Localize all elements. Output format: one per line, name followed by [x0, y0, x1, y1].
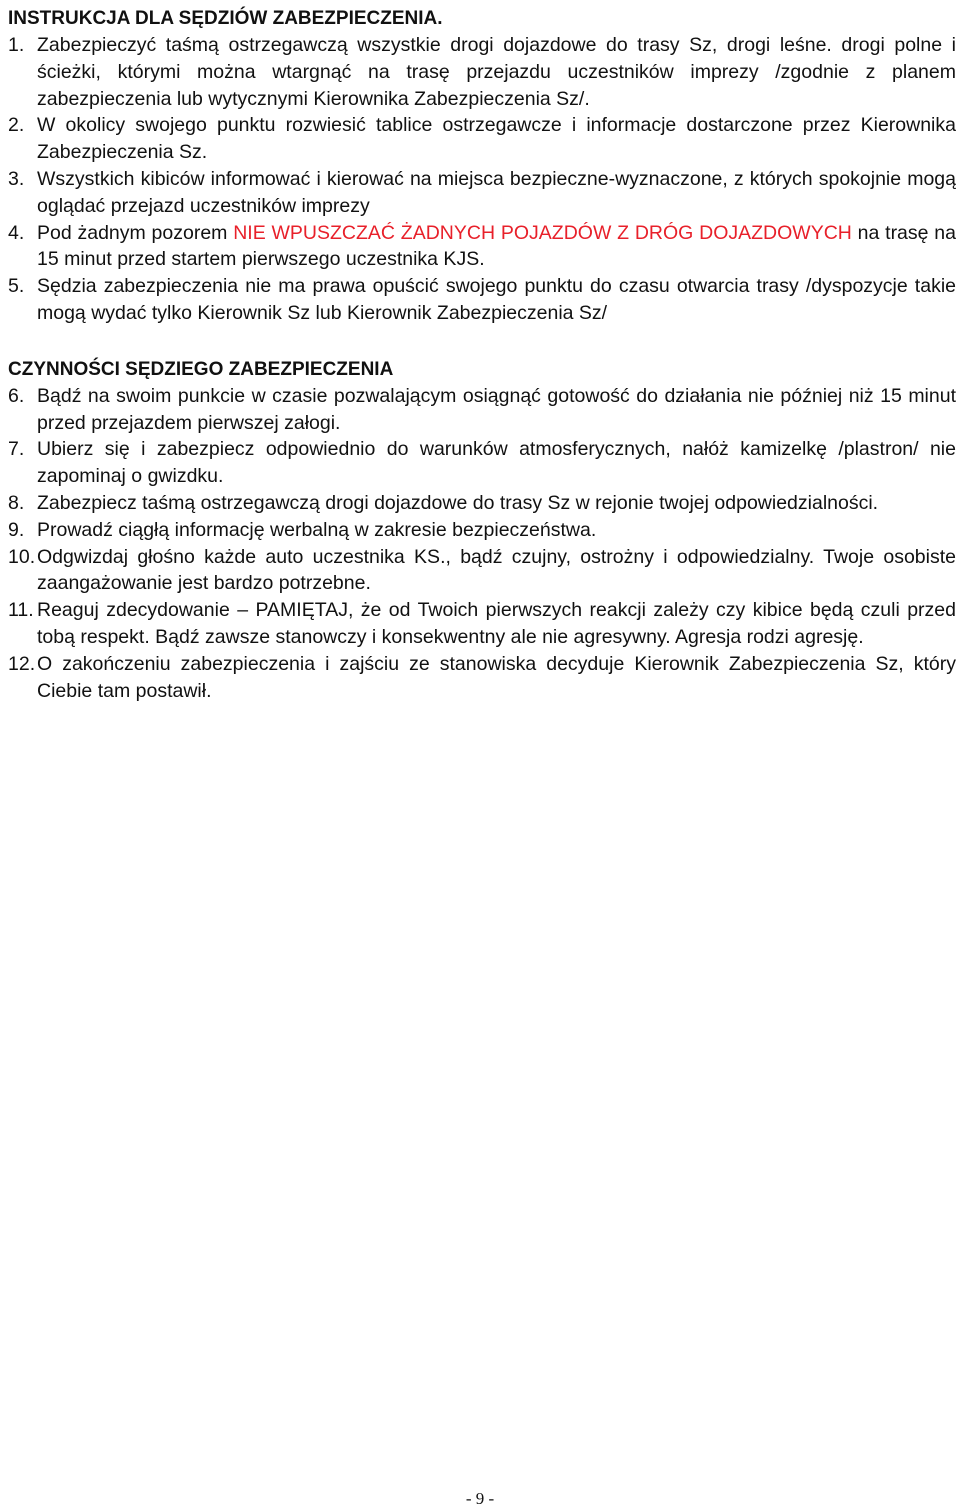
item-number: 12. [8, 652, 36, 675]
item-text-before: Pod żadnym pozorem [37, 221, 234, 244]
item-number: 4. [8, 221, 25, 244]
item-text: Reaguj zdecydowanie – PAMIĘTAJ, że od Twoich pierwszych reakcji zależy czy kibice będą czuli przed tobą respekt. Bądź zawsze stanowczy i konsekwentny ale nie agresywny. Agresja rodzi agresję. [37, 599, 956, 648]
item-number: 3. [8, 167, 25, 190]
instruction-list [8, 32, 956, 327]
list-item [8, 517, 956, 544]
item-text: O zakończeniu zabezpieczenia i zajściu ze stanowiska decyduje Kierownik Zabezpieczenia Sz, który Ciebie tam postawił. [37, 652, 956, 702]
list-item [8, 383, 956, 437]
list-item [8, 166, 956, 220]
item-text: Zabezpiecz taśmą ostrzegawczą drogi dojazdowe do trasy Sz w rejonie twojej odpowiedzialności. [37, 491, 879, 514]
item-number: 6. [8, 384, 25, 407]
list-item [8, 32, 956, 112]
item-text: Ubierz się i zabezpiecz odpowiednio do warunków atmosferycznych, nałóż kamizelkę /plastron/ nie zapominaj o gwizdku. [37, 438, 956, 488]
duties-list [8, 383, 956, 705]
list-item [8, 112, 956, 166]
section-heading: CZYNNOŚCI SĘDZIEGO ZABEZPIECZENIA [8, 358, 394, 380]
item-text: Zabezpieczyć taśmą ostrzegawczą wszystkie drogi dojazdowe do trasy Sz, drogi leśne. drogi polne i ścieżki, którymi można wtargnąć na trasę przejazdu uczestników imprezy /zgodnie z planem zabezpieczenia lub wytycznymi Kierownika Zabezpieczenia Sz/. [37, 34, 956, 110]
item-text: Sędzia zabezpieczenia nie ma prawa opuścić swojego punktu do czasu otwarcia trasy /dyspozycje takie mogą wydać tylko Kierownik Sz lub Kierownik Zabezpieczenia Sz/ [37, 275, 956, 324]
item-number: 9. [8, 518, 25, 541]
list-item [8, 490, 956, 517]
item-text: Wszystkich kibiców informować i kierować na miejsca bezpieczne-wyznaczone, z których spokojnie mogą oglądać przejazd uczestników imprezy [37, 167, 956, 217]
warning-emphasis: NIE WPUSZCZAĆ ŻADNYCH POJAZDÓW Z DRÓG DOJAZDOWYCH [233, 221, 852, 244]
item-text [37, 222, 956, 271]
item-number: 11. [8, 599, 34, 622]
list-item [8, 273, 956, 327]
item-number: 7. [8, 438, 25, 461]
list-item [8, 597, 956, 651]
item-text-after: na trasę na 15 minut przed startem pierwszego uczestnika KJS. [37, 221, 956, 271]
list-item [8, 544, 956, 598]
page-number: - 9 - [465, 1489, 495, 1508]
document-title: INSTRUKCJA DLA SĘDZIÓW ZABEZPIECZENIA. [8, 8, 443, 29]
item-text: Prowadź ciągłą informację werbalną w zakresie bezpieczeństwa. [37, 518, 597, 541]
list-item [8, 220, 956, 274]
item-text: W okolicy swojego punktu rozwiesić tablice ostrzegawcze i informacje dostarczone przez Kierownika Zabezpieczenia Sz. [37, 114, 956, 164]
item-number: 2. [8, 114, 25, 137]
item-text: Bądź na swoim punkcie w czasie pozwalającym osiągnąć gotowość do działania nie później niż 15 minut przed przejazdem pierwszej załogi. [37, 384, 956, 434]
item-number: 5. [8, 275, 25, 298]
item-text: Odgwizdaj głośno każde auto uczestnika KS., bądź czujny, ostrożny i odpowiedzialny. Twoje osobiste zaangażowanie jest bardzo potrzebne. [37, 545, 956, 595]
item-number: 8. [8, 491, 25, 514]
list-item [8, 436, 956, 490]
document-page [8, 6, 956, 704]
item-number: 10. [8, 545, 36, 568]
item-number: 1. [8, 34, 25, 56]
list-item [8, 651, 956, 705]
